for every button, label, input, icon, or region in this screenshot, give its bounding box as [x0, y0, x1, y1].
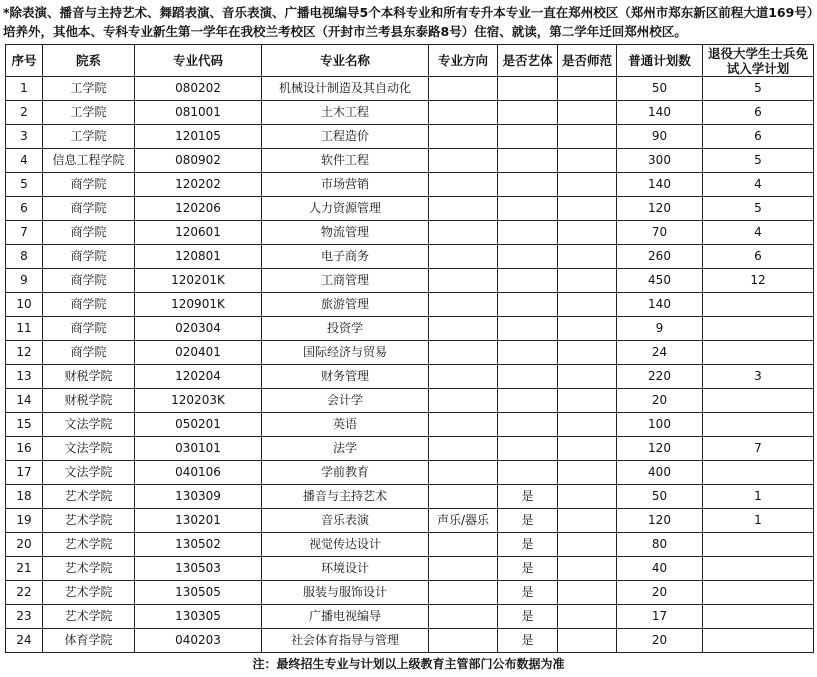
arts-sports-cell — [498, 437, 558, 461]
veteran-plan-cell: 5 — [703, 197, 814, 221]
major-code-cell: 020304 — [135, 317, 262, 341]
major-code-cell: 130502 — [135, 533, 262, 557]
index-cell: 17 — [6, 461, 43, 485]
regular-plan-cell: 40 — [617, 557, 703, 581]
arts-sports-cell — [498, 413, 558, 437]
arts-sports-cell — [498, 149, 558, 173]
index-cell: 9 — [6, 269, 43, 293]
header-major-code: 专业代码 — [135, 45, 262, 77]
department-cell: 文法学院 — [43, 461, 135, 485]
direction-cell — [429, 293, 498, 317]
arts-sports-cell — [498, 389, 558, 413]
department-cell: 艺术学院 — [43, 533, 135, 557]
regular-plan-cell: 140 — [617, 101, 703, 125]
table-row — [6, 245, 814, 269]
direction-cell — [429, 365, 498, 389]
direction-cell — [429, 389, 498, 413]
index-cell: 24 — [6, 629, 43, 653]
index-cell: 11 — [6, 317, 43, 341]
header-major-direction: 专业方向 — [429, 45, 498, 77]
department-cell: 体育学院 — [43, 629, 135, 653]
department-cell: 商学院 — [43, 221, 135, 245]
header-is-arts-sports: 是否艺体 — [498, 45, 558, 77]
arts-sports-cell: 是 — [498, 533, 558, 557]
table-row — [6, 197, 814, 221]
normal-cell — [558, 317, 617, 341]
veteran-plan-cell: 1 — [703, 485, 814, 509]
table-row — [6, 173, 814, 197]
department-cell: 艺术学院 — [43, 581, 135, 605]
major-name-cell: 广播电视编导 — [262, 605, 429, 629]
regular-plan-cell: 120 — [617, 437, 703, 461]
normal-cell — [558, 581, 617, 605]
major-code-cell: 080202 — [135, 77, 262, 101]
department-cell: 财税学院 — [43, 365, 135, 389]
regular-plan-cell: 9 — [617, 317, 703, 341]
major-name-cell: 音乐表演 — [262, 509, 429, 533]
department-cell: 财税学院 — [43, 389, 135, 413]
normal-cell — [558, 245, 617, 269]
table-row — [6, 533, 814, 557]
normal-cell — [558, 533, 617, 557]
major-name-cell: 社会体育指导与管理 — [262, 629, 429, 653]
table-row — [6, 389, 814, 413]
major-code-cell: 130309 — [135, 485, 262, 509]
department-cell: 商学院 — [43, 293, 135, 317]
table-row — [6, 125, 814, 149]
table-row — [6, 461, 814, 485]
department-cell: 商学院 — [43, 317, 135, 341]
major-name-cell: 投资学 — [262, 317, 429, 341]
index-cell: 14 — [6, 389, 43, 413]
header-department: 院系 — [43, 45, 135, 77]
regular-plan-cell: 20 — [617, 389, 703, 413]
veteran-plan-cell: 5 — [703, 77, 814, 101]
index-cell: 22 — [6, 581, 43, 605]
normal-cell — [558, 629, 617, 653]
department-cell: 艺术学院 — [43, 557, 135, 581]
regular-plan-cell: 20 — [617, 629, 703, 653]
index-cell: 12 — [6, 341, 43, 365]
department-cell: 文法学院 — [43, 437, 135, 461]
direction-cell — [429, 149, 498, 173]
normal-cell — [558, 365, 617, 389]
major-name-cell: 播音与主持艺术 — [262, 485, 429, 509]
direction-cell — [429, 413, 498, 437]
arts-sports-cell — [498, 365, 558, 389]
normal-cell — [558, 605, 617, 629]
major-code-cell: 040106 — [135, 461, 262, 485]
major-name-cell: 土木工程 — [262, 101, 429, 125]
arts-sports-cell: 是 — [498, 605, 558, 629]
major-code-cell: 120105 — [135, 125, 262, 149]
index-cell: 10 — [6, 293, 43, 317]
regular-plan-cell: 80 — [617, 533, 703, 557]
regular-plan-cell: 260 — [617, 245, 703, 269]
direction-cell — [429, 125, 498, 149]
major-name-cell: 学前教育 — [262, 461, 429, 485]
index-cell: 8 — [6, 245, 43, 269]
table-row — [6, 629, 814, 653]
arts-sports-cell: 是 — [498, 557, 558, 581]
department-cell: 商学院 — [43, 245, 135, 269]
normal-cell — [558, 101, 617, 125]
veteran-plan-cell: 4 — [703, 221, 814, 245]
table-row — [6, 77, 814, 101]
veteran-plan-cell — [703, 341, 814, 365]
index-cell: 19 — [6, 509, 43, 533]
index-cell: 3 — [6, 125, 43, 149]
veteran-plan-cell — [703, 605, 814, 629]
arts-sports-cell — [498, 101, 558, 125]
major-code-cell: 120901K — [135, 293, 262, 317]
veteran-plan-cell — [703, 557, 814, 581]
arts-sports-cell — [498, 221, 558, 245]
direction-cell — [429, 317, 498, 341]
table-row — [6, 485, 814, 509]
normal-cell — [558, 149, 617, 173]
direction-cell — [429, 245, 498, 269]
veteran-plan-cell: 4 — [703, 173, 814, 197]
normal-cell — [558, 341, 617, 365]
major-name-cell: 物流管理 — [262, 221, 429, 245]
regular-plan-cell: 400 — [617, 461, 703, 485]
major-code-cell: 081001 — [135, 101, 262, 125]
major-name-cell: 旅游管理 — [262, 293, 429, 317]
major-name-cell: 人力资源管理 — [262, 197, 429, 221]
veteran-plan-cell: 6 — [703, 125, 814, 149]
department-cell: 艺术学院 — [43, 509, 135, 533]
arts-sports-cell — [498, 125, 558, 149]
normal-cell — [558, 389, 617, 413]
table-row — [6, 509, 814, 533]
direction-cell — [429, 197, 498, 221]
major-code-cell: 030101 — [135, 437, 262, 461]
major-code-cell: 130305 — [135, 605, 262, 629]
header-regular-plan: 普通计划数 — [617, 45, 703, 77]
table-header-row — [6, 45, 814, 77]
major-name-cell: 电子商务 — [262, 245, 429, 269]
header-veteran-plan: 退役大学生士兵免试入学计划 — [703, 45, 814, 77]
index-cell: 15 — [6, 413, 43, 437]
major-code-cell: 130201 — [135, 509, 262, 533]
major-name-cell: 法学 — [262, 437, 429, 461]
veteran-plan-cell — [703, 389, 814, 413]
direction-cell — [429, 485, 498, 509]
major-code-cell: 120206 — [135, 197, 262, 221]
veteran-plan-cell: 3 — [703, 365, 814, 389]
veteran-plan-cell: 7 — [703, 437, 814, 461]
normal-cell — [558, 413, 617, 437]
major-code-cell: 130503 — [135, 557, 262, 581]
header-index: 序号 — [6, 45, 43, 77]
normal-cell — [558, 461, 617, 485]
veteran-plan-cell — [703, 581, 814, 605]
major-code-cell: 040203 — [135, 629, 262, 653]
table-row — [6, 413, 814, 437]
department-cell: 工学院 — [43, 125, 135, 149]
regular-plan-cell: 24 — [617, 341, 703, 365]
regular-plan-cell: 450 — [617, 269, 703, 293]
regular-plan-cell: 220 — [617, 365, 703, 389]
regular-plan-cell: 70 — [617, 221, 703, 245]
table-row — [6, 341, 814, 365]
normal-cell — [558, 557, 617, 581]
index-cell: 2 — [6, 101, 43, 125]
department-cell: 商学院 — [43, 341, 135, 365]
index-cell: 13 — [6, 365, 43, 389]
normal-cell — [558, 173, 617, 197]
veteran-plan-cell — [703, 317, 814, 341]
regular-plan-cell: 140 — [617, 293, 703, 317]
direction-cell — [429, 629, 498, 653]
regular-plan-cell: 300 — [617, 149, 703, 173]
department-cell: 艺术学院 — [43, 485, 135, 509]
index-cell: 5 — [6, 173, 43, 197]
table-row — [6, 149, 814, 173]
normal-cell — [558, 221, 617, 245]
major-name-cell: 服装与服饰设计 — [262, 581, 429, 605]
normal-cell — [558, 269, 617, 293]
major-code-cell: 120204 — [135, 365, 262, 389]
department-cell: 信息工程学院 — [43, 149, 135, 173]
veteran-plan-cell — [703, 629, 814, 653]
index-cell: 21 — [6, 557, 43, 581]
normal-cell — [558, 437, 617, 461]
major-code-cell: 120202 — [135, 173, 262, 197]
direction-cell — [429, 437, 498, 461]
table-row — [6, 317, 814, 341]
header-is-normal: 是否师范 — [558, 45, 617, 77]
arts-sports-cell: 是 — [498, 629, 558, 653]
index-cell: 6 — [6, 197, 43, 221]
veteran-plan-cell: 5 — [703, 149, 814, 173]
regular-plan-cell: 90 — [617, 125, 703, 149]
index-cell: 16 — [6, 437, 43, 461]
regular-plan-cell: 50 — [617, 77, 703, 101]
veteran-plan-cell: 12 — [703, 269, 814, 293]
regular-plan-cell: 50 — [617, 485, 703, 509]
header-major-name: 专业名称 — [262, 45, 429, 77]
arts-sports-cell — [498, 269, 558, 293]
direction-cell — [429, 101, 498, 125]
major-code-cell: 020401 — [135, 341, 262, 365]
direction-cell — [429, 557, 498, 581]
veteran-plan-cell — [703, 533, 814, 557]
direction-cell — [429, 221, 498, 245]
normal-cell — [558, 485, 617, 509]
table-row — [6, 269, 814, 293]
direction-cell — [429, 581, 498, 605]
footnote: 注：最终招生专业与计划以上级教育主管部门公布数据为准 — [252, 657, 565, 671]
arts-sports-cell — [498, 77, 558, 101]
index-cell: 18 — [6, 485, 43, 509]
department-cell: 艺术学院 — [43, 605, 135, 629]
direction-cell — [429, 533, 498, 557]
direction-cell — [429, 341, 498, 365]
enrollment-plan-table — [5, 44, 814, 653]
veteran-plan-cell — [703, 293, 814, 317]
direction-cell: 声乐/器乐 — [429, 509, 498, 533]
arts-sports-cell: 是 — [498, 581, 558, 605]
major-name-cell: 软件工程 — [262, 149, 429, 173]
major-code-cell: 080902 — [135, 149, 262, 173]
intro-note: *除表演、播音与主持艺术、舞蹈表演、音乐表演、广播电视编导5个本科专业和所有专升本专业一直在郑州校区（郑州市郑东新区前程大道169号）培养外，其他本、专科专业新生第一学年在我校兰考校区（开封市兰考县东泰路8号）住宿、就读，第二学年迁回郑州校区。 — [3, 5, 814, 39]
index-cell: 4 — [6, 149, 43, 173]
arts-sports-cell — [498, 245, 558, 269]
department-cell: 文法学院 — [43, 413, 135, 437]
veteran-plan-cell — [703, 413, 814, 437]
direction-cell — [429, 605, 498, 629]
regular-plan-cell: 17 — [617, 605, 703, 629]
index-cell: 23 — [6, 605, 43, 629]
major-name-cell: 机械设计制造及其自动化 — [262, 77, 429, 101]
index-cell: 20 — [6, 533, 43, 557]
normal-cell — [558, 125, 617, 149]
major-code-cell: 130505 — [135, 581, 262, 605]
direction-cell — [429, 269, 498, 293]
normal-cell — [558, 293, 617, 317]
arts-sports-cell: 是 — [498, 509, 558, 533]
major-name-cell: 英语 — [262, 413, 429, 437]
table-row — [6, 605, 814, 629]
regular-plan-cell: 140 — [617, 173, 703, 197]
table-row — [6, 101, 814, 125]
regular-plan-cell: 120 — [617, 509, 703, 533]
table-row — [6, 581, 814, 605]
arts-sports-cell — [498, 173, 558, 197]
normal-cell — [558, 509, 617, 533]
major-name-cell: 市场营销 — [262, 173, 429, 197]
department-cell: 商学院 — [43, 269, 135, 293]
regular-plan-cell: 100 — [617, 413, 703, 437]
major-code-cell: 120203K — [135, 389, 262, 413]
major-code-cell: 050201 — [135, 413, 262, 437]
normal-cell — [558, 77, 617, 101]
veteran-plan-cell: 6 — [703, 245, 814, 269]
veteran-plan-cell — [703, 461, 814, 485]
major-name-cell: 工程造价 — [262, 125, 429, 149]
veteran-plan-cell: 1 — [703, 509, 814, 533]
arts-sports-cell — [498, 293, 558, 317]
department-cell: 工学院 — [43, 101, 135, 125]
major-name-cell: 环境设计 — [262, 557, 429, 581]
major-name-cell: 财务管理 — [262, 365, 429, 389]
direction-cell — [429, 77, 498, 101]
major-name-cell: 工商管理 — [262, 269, 429, 293]
major-code-cell: 120201K — [135, 269, 262, 293]
regular-plan-cell: 120 — [617, 197, 703, 221]
direction-cell — [429, 461, 498, 485]
major-code-cell: 120601 — [135, 221, 262, 245]
arts-sports-cell: 是 — [498, 485, 558, 509]
major-name-cell: 视觉传达设计 — [262, 533, 429, 557]
table-row — [6, 557, 814, 581]
major-name-cell: 会计学 — [262, 389, 429, 413]
table-row — [6, 437, 814, 461]
arts-sports-cell — [498, 317, 558, 341]
veteran-plan-cell: 6 — [703, 101, 814, 125]
index-cell: 7 — [6, 221, 43, 245]
index-cell: 1 — [6, 77, 43, 101]
department-cell: 商学院 — [43, 173, 135, 197]
arts-sports-cell — [498, 341, 558, 365]
table-row — [6, 365, 814, 389]
department-cell: 工学院 — [43, 77, 135, 101]
table-row — [6, 293, 814, 317]
major-code-cell: 120801 — [135, 245, 262, 269]
table-row — [6, 221, 814, 245]
regular-plan-cell: 20 — [617, 581, 703, 605]
normal-cell — [558, 197, 617, 221]
table-body — [6, 77, 814, 653]
arts-sports-cell — [498, 197, 558, 221]
major-name-cell: 国际经济与贸易 — [262, 341, 429, 365]
direction-cell — [429, 173, 498, 197]
arts-sports-cell — [498, 461, 558, 485]
department-cell: 商学院 — [43, 197, 135, 221]
